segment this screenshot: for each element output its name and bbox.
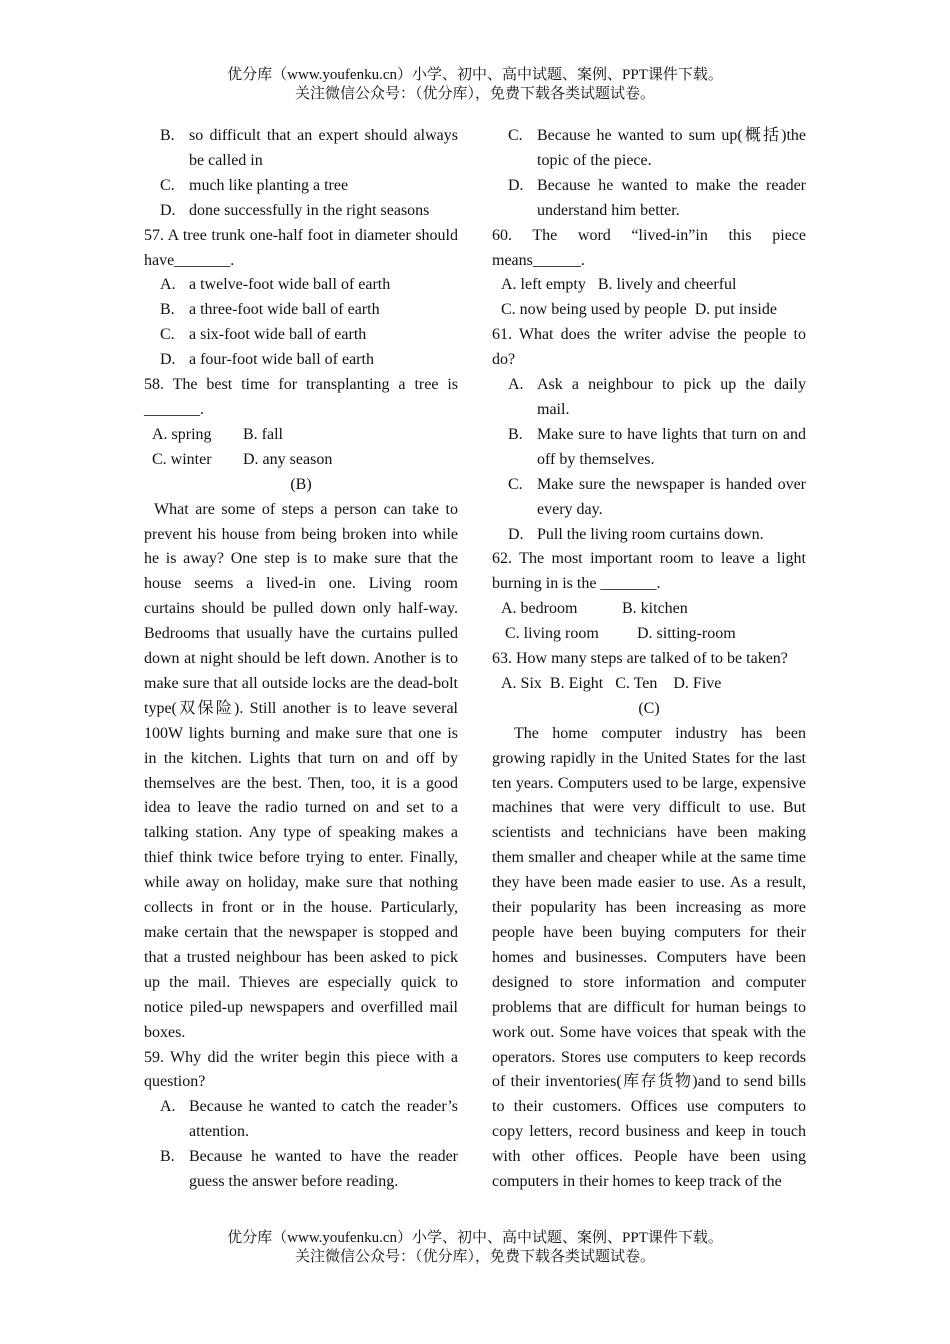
page-header — [0, 66, 950, 104]
header-line-2: 关注微信公众号：（优分库），免费下载各类试题试卷。 — [294, 86, 655, 102]
q57-option-d: D. a four-foot wide ball of earth — [160, 351, 374, 369]
q61-option-c: C. Make sure the newspaper is handed over every day. — [508, 475, 806, 518]
q61-option-a: A. Ask a neighbour to pick up the daily mail. — [508, 376, 806, 418]
q57-stem: 57. A tree trunk one-half foot in diameter should have_______. — [144, 226, 458, 269]
q57-option-b: B. a three-foot wide ball of earth — [160, 301, 380, 319]
section-c-heading: (C) — [638, 699, 660, 717]
q59-stem: 59. Why did the writer begin this piece with a question? — [144, 1048, 458, 1091]
page-footer — [0, 1229, 950, 1267]
q62-stem: 62. The most important room to leave a light burning in is the _______. — [492, 550, 806, 593]
q60-stem: 60. The word “lived-in”in this piece means______. — [492, 226, 806, 269]
footer-line-1: 优分库（www.youfenku.cn）小学、初中、高中试题、案例、PPT课件下载。 — [227, 1230, 723, 1246]
q57-option-c: C. a six-foot wide ball of earth — [160, 326, 367, 344]
q58-options-row-2: C. winter D. any season — [152, 450, 333, 468]
q60-options-row-2: C. now being used by people D. put inside — [501, 301, 777, 319]
q59-option-d: D. Because he wanted to make the reader understand him better. — [508, 176, 806, 219]
passage-c: The home computer industry has been growing rapidly in the United States for the last ten years. Computers used to be large, expensive machines that were very difficult to use. But scientists and technicians have been making them smaller and cheaper while at the same time they have been made easier to use. As a result, their popularity has been increasing as more people have been buying computers for their homes and businesses. Computers have been designed to store information and computer problems that are difficult for human beings to work out. Some have voices that speak with the operators. Stores use computers to keep records of their inventories(库存货物)and to send bills to their customers. Offices use computers to copy letters, record business and keep in touch with other offices. People have been using computers in their homes to keep track of the — [492, 724, 806, 1191]
q61-stem: 61. What does the writer advise the people to do? — [492, 326, 806, 369]
q56-option-c: C. much like planting a tree — [160, 176, 349, 194]
left-column — [144, 124, 458, 1195]
q56-option-b: B. so difficult that an expert should always be called in — [160, 127, 458, 169]
footer-line-2: 关注微信公众号：（优分库），免费下载各类试题试卷。 — [294, 1249, 655, 1265]
right-column — [492, 124, 806, 1195]
q61-option-b: B. Make sure to have lights that turn on and off by themselves. — [508, 425, 806, 468]
q56-option-d: D. done successfully in the right seasons — [160, 201, 430, 219]
q62-options-row-1: A. bedroom B. kitchen — [501, 600, 688, 618]
header-line-1: 优分库（www.youfenku.cn）小学、初中、高中试题、案例、PPT课件下载。 — [227, 67, 723, 83]
q59-option-a: A. Because he wanted to catch the reader’s attention. — [160, 1098, 458, 1141]
q63-stem: 63. How many steps are talked of to be taken? — [492, 650, 788, 668]
q62-options-row-2: C. living room D. sitting-room — [505, 625, 736, 643]
q63-options-row: A. Six B. Eight C. Ten D. Five — [501, 674, 722, 692]
passage-b: What are some of steps a person can take to prevent his house from being broken into while he is away? One step is to make sure that the house seems a lived-in one. Living room curtains should be pulled down only half-way. Bedrooms that usually have the curtains pulled down at night should be left down. Another is to make sure that all outside locks are the dead-bolt type(双保险). Still another is to leave several 100W lights burning and make sure that one is in the kitchen. Lights that turn on and off by themselves are the best. Then, too, it is a good idea to leave the radio turned on and set to a talking station. Any type of speaking makes a thief think twice before trying to enter. Finally, while away on holiday, make sure that nothing collects in front or in the house. Particularly, make certain that the newspaper is stopped and that a trusted neighbour has been asked to pick up the mail. Thieves are especially quick to notice piled-up newspapers and overfilled mail boxes. — [144, 500, 458, 1041]
q59-option-c: C. Because he wanted to sum up(概括)the topic of the piece. — [508, 127, 806, 169]
q58-stem: 58. The best time for transplanting a tree is _______. — [144, 376, 458, 418]
q57-option-a: A. a twelve-foot wide ball of earth — [160, 276, 391, 294]
q60-options-row-1: A. left empty B. lively and cheerful — [501, 276, 737, 294]
q61-option-d: D. Pull the living room curtains down. — [508, 525, 764, 543]
q59-option-b: B. Because he wanted to have the reader guess the answer before reading. — [160, 1148, 458, 1191]
q58-options-row-1: A. spring B. fall — [152, 425, 283, 443]
section-b-heading: (B) — [290, 475, 312, 493]
